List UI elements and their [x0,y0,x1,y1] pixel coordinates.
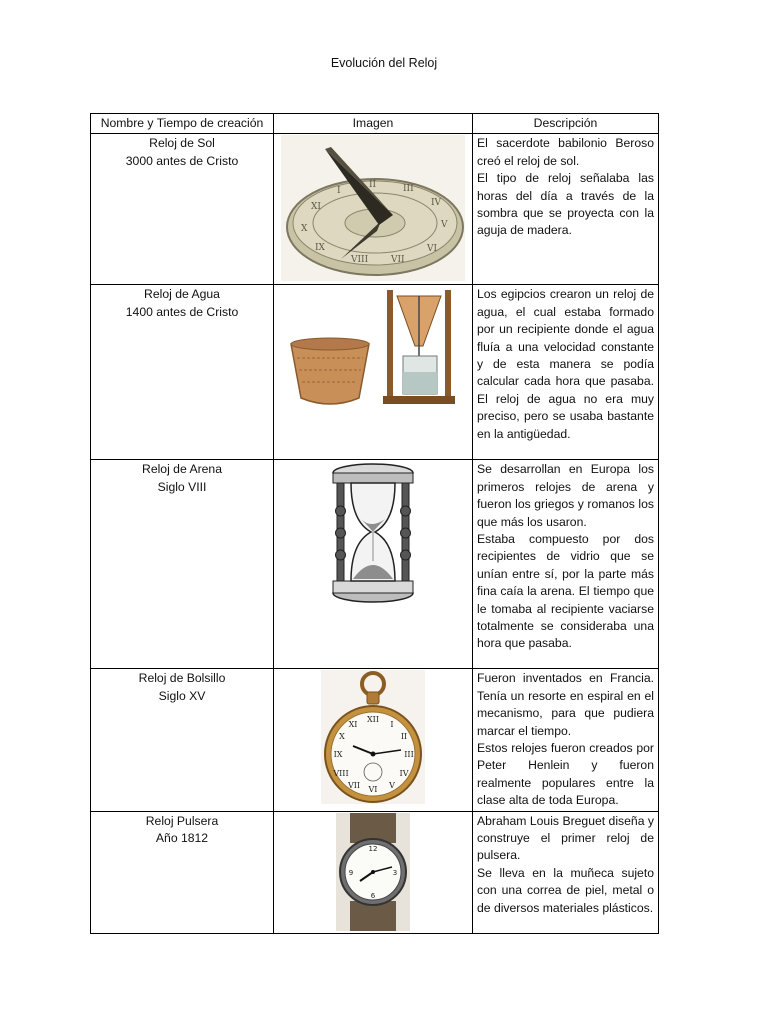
description-cell [473,285,659,460]
table-row [91,134,659,285]
svg-text:VIII: VIII [351,255,369,266]
svg-text:VIII: VIII [333,769,349,779]
table-row [91,669,659,811]
svg-text:12: 12 [368,844,378,853]
svg-text:9: 9 [348,868,354,877]
name-cell [91,134,274,285]
description-paragraph: Estaba compuesto por dos recipientes de vidrio que se unían entre sí, por la parte más fina caía la arena. El tiempo que le tomaba al recipiente vaciarse totalmente se consideraba una hora que pasaba. [477,532,654,651]
description-paragraph: Estos relojes fueron creados por Peter Henlein y fueron realmente populares entre la clase alta de toda Europa. [477,741,654,808]
clock-name: Reloj de Sol [149,136,215,151]
svg-text:VII: VII [347,781,361,791]
table-header-row [91,114,659,134]
clock-name: Reloj de Arena [142,462,222,477]
wristwatch-image [336,813,410,931]
svg-text:V: V [389,781,395,791]
clock-time: 3000 antes de Cristo [125,153,239,168]
svg-text:X: X [339,732,345,742]
image-cell [274,134,473,285]
svg-text:3: 3 [392,868,398,877]
clock-evolution-table [90,113,659,934]
svg-text:IV: IV [431,198,442,209]
description-paragraph: El tipo de reloj señalaba las horas del día a través de la sombra que se proyecta con la aguja de madera. [477,171,654,238]
description-cell [473,460,659,669]
description-paragraph: Abraham Louis Breguet diseña y construye el primer reloj de pulsera. [477,813,654,863]
svg-text:6: 6 [370,891,376,900]
svg-text:I: I [390,720,394,730]
svg-text:XI: XI [348,720,358,730]
svg-text:II: II [400,732,408,742]
name-cell [91,285,274,460]
name-cell [91,669,274,811]
description-paragraph: Fueron inventados en Francia. Tenía un resorte en espiral en el mecanismo, para que pudiera marcar el tiempo. [477,671,654,738]
pocket-watch-image [321,670,425,804]
svg-text:III: III [403,184,414,195]
description-cell [473,134,659,285]
clock-time: 1400 antes de Cristo [125,304,239,319]
table-row [91,460,659,669]
sundial-image [281,135,465,281]
clock-time: Año 1812 [155,831,209,846]
svg-text:VI: VI [427,244,438,255]
svg-text:V: V [441,220,448,231]
water-clock-image [287,286,459,410]
svg-text:XI: XI [311,202,321,213]
svg-text:II: II [369,180,377,191]
image-cell [274,460,473,669]
svg-text:VI: VI [368,785,378,795]
header-image: Imagen [274,114,473,134]
image-cell [274,285,473,460]
table-row [91,285,659,460]
description-paragraph: Los egipcios crearon un reloj de agua, el cual estaba formado por un recipiente donde el agua fluía a una velocidad constante y de esta manera se podía calcular cada hora que pasaba. El reloj de agua no era muy preciso, pero se usaba bastante en la antigüedad. [477,287,654,441]
description-paragraph: El sacerdote babilonio Beroso creó el reloj de sol. [477,136,654,168]
svg-text:IX: IX [315,243,325,254]
name-cell [91,811,274,933]
description-cell [473,669,659,811]
svg-text:I: I [337,186,341,197]
svg-text:X: X [301,224,308,235]
header-name-time: Nombre y Tiempo de creación [91,114,274,134]
clock-time: Siglo XV [158,688,206,703]
hourglass-image [325,461,421,605]
svg-text:VII: VII [391,255,405,266]
svg-text:XII: XII [366,715,380,725]
description-paragraph: Se desarrollan en Europa los primeros relojes de arena y fueron los griegos y romanos los que más los usaron. [477,462,654,529]
svg-text:III: III [404,750,414,760]
description-cell [473,811,659,933]
clock-name: Reloj Pulsera [145,813,219,828]
document-title: Evolución del Reloj [330,56,438,70]
name-cell [91,460,274,669]
description-paragraph: Se lleva en la muñeca sujeto con una correa de piel, metal o de diversos materiales plásticos. [477,865,654,915]
header-description: Descripción [473,114,659,134]
table-row [91,811,659,933]
clock-name: Reloj de Agua [144,287,220,302]
clock-name: Reloj de Bolsillo [138,671,226,686]
clock-time: Siglo VIII [157,479,207,494]
svg-text:IX: IX [333,750,343,760]
svg-text:IV: IV [399,769,409,779]
image-cell [274,811,473,933]
image-cell [274,669,473,811]
